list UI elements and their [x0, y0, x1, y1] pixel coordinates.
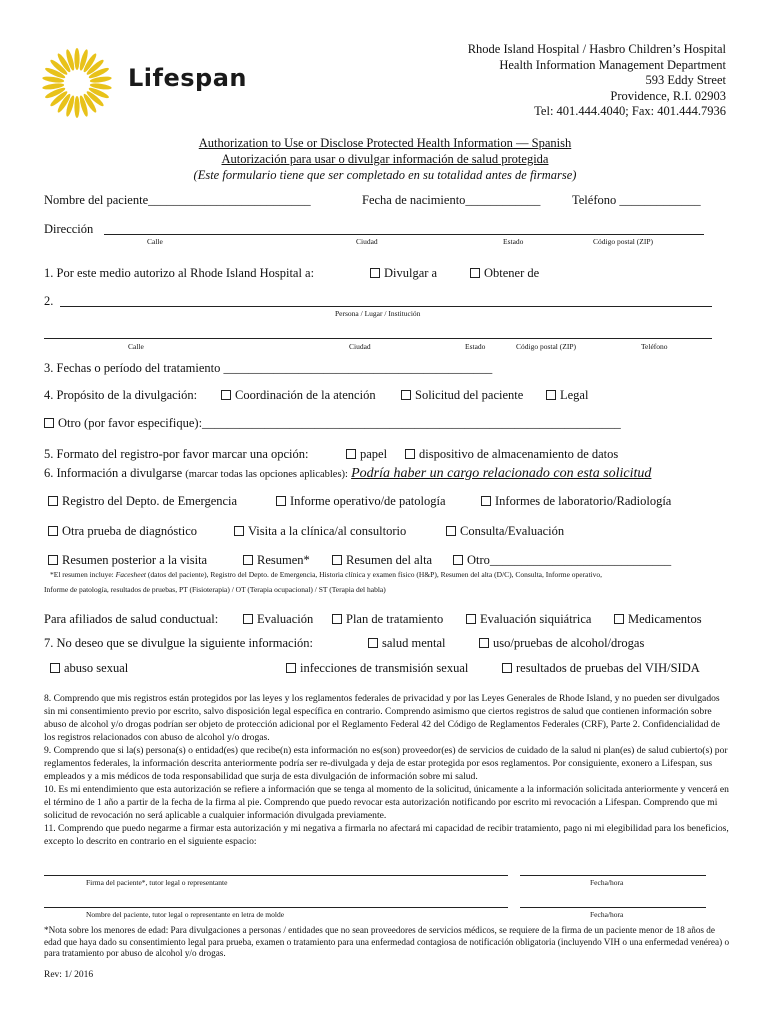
lifespan-logo-icon [40, 46, 114, 120]
state-sublabel: Estado [465, 342, 486, 351]
section4-text: 4. Propósito de la divulgación: [44, 388, 198, 402]
section2-label: 2. [44, 294, 54, 308]
checkbox[interactable] [332, 614, 342, 624]
option-label: Otro_____________________________ [467, 553, 672, 567]
checkbox[interactable] [368, 638, 378, 648]
option-label: Otro (por favor especifique):___________________________________________________________________ [58, 416, 621, 430]
phone-sublabel: Teléfono [641, 342, 668, 351]
option-label: Resumen* [257, 553, 310, 567]
footnote-facesheet: Facesheet [115, 570, 147, 579]
data-storage-option[interactable] [405, 447, 618, 462]
checkbox[interactable] [276, 496, 286, 506]
checkbox[interactable] [479, 638, 489, 648]
checkbox[interactable] [332, 555, 342, 565]
street-sublabel: Calle [128, 342, 144, 351]
city-sublabel: Ciudad [349, 342, 371, 351]
option-label: dispositivo de almacenamiento de datos [419, 447, 619, 461]
obtain-from-option[interactable] [470, 266, 539, 281]
phone-field[interactable]: Teléfono _____________ [572, 193, 701, 207]
footnote-prefix: *El resumen incluye: [50, 570, 116, 579]
checkbox[interactable] [614, 614, 624, 624]
option-label: Legal [560, 388, 589, 402]
header-address [468, 42, 726, 120]
option-label: Medicamentos [628, 612, 702, 626]
checkbox[interactable] [50, 663, 60, 673]
recipient-field[interactable] [60, 306, 712, 307]
checkbox[interactable] [546, 390, 556, 400]
checkbox[interactable] [243, 614, 253, 624]
checkbox[interactable] [446, 526, 456, 536]
checkbox[interactable] [470, 268, 480, 278]
medications-option[interactable] [614, 612, 702, 627]
checkbox[interactable] [243, 555, 253, 565]
option-label: Coordinación de la atención [235, 388, 376, 402]
city-sublabel: Ciudad [356, 237, 378, 246]
street-sublabel: Calle [147, 237, 163, 246]
treatment-plan-option[interactable] [332, 612, 443, 627]
footnote-rest: (datos del paciente), Registro del Depto. de Emergencia, Historia clínica y examen físico (H&P), Resumen del alta (D/C), Consulta, Informe operativo, [146, 570, 602, 579]
option-label: Informe operativo/de patología [290, 494, 446, 508]
checkbox[interactable] [453, 555, 463, 565]
other-diagnostic-option[interactable] [48, 524, 197, 539]
signature-label: Firma del paciente*, tutor legal o representante [86, 878, 228, 887]
behavioral-health-text: Para afiliados de salud conductual: [44, 612, 219, 626]
printed-date-field[interactable] [520, 907, 706, 908]
option-label: Obtener de [484, 266, 540, 280]
logo-wordmark: Lifespan [128, 64, 247, 92]
form-title-english: Authorization to Use or Disclose Protected Health Information — Spanish [198, 136, 572, 150]
option-label: Registro del Depto. de Emergencia [62, 494, 238, 508]
recipient-sublabel: Persona / Lugar / Institución [335, 309, 421, 318]
checkbox[interactable] [221, 390, 231, 400]
paper-option[interactable] [346, 447, 387, 462]
option-label: Informes de laboratorio/Radiología [495, 494, 672, 508]
option-label: resultados de pruebas del VIH/SIDA [516, 661, 700, 675]
checkbox[interactable] [48, 496, 58, 506]
checkbox[interactable] [286, 663, 296, 673]
section7-text: 7. No deseo que se divulgue la siguiente información: [44, 636, 314, 650]
checkbox[interactable] [234, 526, 244, 536]
checkbox[interactable] [466, 614, 476, 624]
option-label: Plan de tratamiento [346, 612, 444, 626]
address-field[interactable] [104, 234, 704, 235]
after-visit-summary-option[interactable] [48, 553, 207, 568]
option-label: Resumen del alta [346, 553, 433, 567]
address-label: Dirección [44, 222, 94, 236]
checkbox[interactable] [401, 390, 411, 400]
mental-health-option[interactable] [368, 636, 446, 651]
patient-name-field[interactable]: Nombre del paciente__________________________ [44, 193, 311, 207]
checkbox[interactable] [48, 555, 58, 565]
paragraph-10: 10. Es mi entendimiento que esta autorización se refiere a información que se tenga al momento de la solicitud, únicamente a la información solicitada anteriormente y vencerá en el término de 1 año a partir de la fecha de la firma al pie. Comprendo que puedo revocar esta autorización notificando por escrito mi revocación a Lifespan. Comprendo que mi solicitud de revocación no será aplicable a cualquier información divulgada previamente. [44, 784, 729, 821]
paragraph-8: 8. Comprendo que mis registros están protegidos por las leyes y los reglamentos federales de privacidad y por las Leyes Generales de Rhode Island, y no pueden ser divulgados sin mi consentimiento previo por escrito, salvo disposición legal específica en contrario. Comprendo asimismo que ciertos registros de salud que contienen información sobre abuso de alcohol y/o drogas podrían ser objeto de protección adicional por el Reglamento Federal 42 del Código de Reglamentos Federales (CRF), Parte 2. Confidencialidad de los registros relacionados con abuso de alcohol y/o drogas. [44, 693, 720, 743]
checkbox[interactable] [405, 449, 415, 459]
address-line: 593 Eddy Street [645, 73, 726, 87]
option-label: Consulta/Evaluación [460, 524, 565, 538]
summary-option[interactable] [243, 553, 310, 568]
option-label: Evaluación [257, 612, 314, 626]
psychiatric-eval-option[interactable] [466, 612, 591, 627]
consultation-option[interactable] [446, 524, 564, 539]
paragraph-9: 9. Comprendo que si la(s) persona(s) o entidad(es) que recibe(n) esta información no es(son) proveedor(es) de servicios de cuidado de la salud ni plan(es) de salud cubierto(s) por reglamentos federales, la información descrita anteriormente podría ser re-divulgada y deja de estar protegida por esos reglamentos. Por consiguiente, exonero a Lifespan, sus empleados y a mis médicos de toda responsabilidad que surja de esta divulgación de información sobre mi salud. [44, 745, 728, 782]
lab-reports-option[interactable] [481, 494, 671, 509]
hiv-results-option[interactable] [502, 661, 700, 676]
discharge-summary-option[interactable] [332, 553, 432, 568]
checkbox[interactable] [370, 268, 380, 278]
section6-text [44, 466, 651, 482]
disclose-to-option[interactable] [370, 266, 437, 281]
clinic-visit-option[interactable] [234, 524, 406, 539]
logo-ray [74, 48, 79, 70]
checkbox[interactable] [481, 496, 491, 506]
option-label: Evaluación siquiátrica [480, 612, 592, 626]
checkbox[interactable] [346, 449, 356, 459]
address-line: Health Information Management Department [499, 57, 726, 72]
form-instructions: (Este formulario tiene que ser completado en su totalidad antes de firmarse) [193, 168, 577, 182]
paragraph-11: 11. Comprendo que puedo negarme a firmar esta autorización y mi negativa a firmarla no afectará mi capacidad de recibir tratamiento, pago ni mi elegibilidad para los beneficios, excepto lo descrito en contrario en el siguiente espacio: [44, 823, 729, 847]
zip-sublabel: Código postal (ZIP) [593, 237, 653, 246]
option-label: Solicitud del paciente [415, 388, 524, 402]
option-label: Visita a la clínica/al consultorio [248, 524, 407, 538]
summary-footnote-line2: Informe de patología, resultados de pruebas, PT (Fisioterapia) / OT (Terapia ocupacional) / ST (Terapia del habla) [44, 585, 386, 594]
evaluation-option[interactable] [243, 612, 313, 627]
date-label: Fecha/hora [590, 878, 624, 887]
logo-ray [74, 96, 79, 118]
section5-text: 5. Formato del registro-por favor marcar una opción: [44, 447, 309, 461]
option-label: abuso sexual [64, 661, 129, 675]
other-purpose-option[interactable] [44, 416, 621, 431]
other-info-option[interactable] [453, 553, 671, 568]
address-line: Rhode Island Hospital / Hasbro Children’s Hospital [467, 42, 726, 56]
option-label: salud mental [382, 636, 446, 650]
treatment-dates-field[interactable]: 3. Fechas o período del tratamiento ___________________________________________ [44, 361, 493, 375]
address-line: Providence, R.I. 02903 [610, 88, 726, 103]
signature-date-field[interactable] [520, 875, 706, 876]
signature-field[interactable] [44, 875, 508, 876]
zip-sublabel: Código postal (ZIP) [516, 342, 576, 351]
option-label: Otra prueba de diagnóstico [62, 524, 198, 538]
er-record-option[interactable] [48, 494, 237, 509]
revision-label: Rev: 1/ 2016 [44, 970, 94, 980]
option-label: papel [360, 447, 388, 461]
section6-paren: (marcar todas las opciones aplicables): [185, 469, 348, 480]
form-title-spanish: Autorización para usar o divulgar información de salud protegida [221, 152, 549, 166]
address-line: Tel: 401.444.4040; Fax: 401.444.7936 [534, 104, 726, 118]
printed-name-label: Nombre del paciente, tutor legal o representante en letra de molde [86, 910, 285, 919]
alcohol-drug-option[interactable] [479, 636, 644, 651]
legal-option[interactable] [546, 388, 588, 403]
sti-option[interactable] [286, 661, 468, 676]
summary-footnote [50, 570, 602, 579]
minors-note: *Nota sobre los menores de edad: Para divulgaciones a personas / entidades que no sean proveedores de servicios médicos, se requiere de la firma de un paciente menor de 18 años de edad que haya dado su consentimiento legal para prueba, examen o tratamiento para una enfermedad contagiosa de notificación obligatoria (incluyendo VIH o una enfermedad venérea) o para tratamiento por abuso de alcohol y/o drogas. [44, 925, 730, 958]
option-label: infecciones de transmisión sexual [300, 661, 469, 675]
section6-title: 6. Información a divulgarse [44, 466, 183, 480]
operative-report-option[interactable] [276, 494, 446, 509]
charge-notice: Podría haber un cargo relacionado con esta solicitud [351, 466, 652, 481]
option-label: uso/pruebas de alcohol/drogas [493, 636, 645, 650]
option-label: Divulgar a [384, 266, 438, 280]
legal-paragraphs [44, 692, 732, 848]
care-coordination-option[interactable] [221, 388, 376, 403]
recipient-address-field[interactable] [44, 338, 712, 339]
checkbox[interactable] [48, 526, 58, 536]
dob-field[interactable]: Fecha de nacimiento____________ [362, 193, 541, 207]
state-sublabel: Estado [503, 237, 524, 246]
patient-request-option[interactable] [401, 388, 523, 403]
section1-text: 1. Por este medio autorizo al Rhode Island Hospital a: [44, 266, 315, 280]
printed-name-field[interactable] [44, 907, 508, 908]
date-label: Fecha/hora [590, 910, 624, 919]
checkbox[interactable] [502, 663, 512, 673]
sexual-abuse-option[interactable] [50, 661, 128, 676]
option-label: Resumen posterior a la visita [62, 553, 208, 567]
checkbox[interactable] [44, 418, 54, 428]
